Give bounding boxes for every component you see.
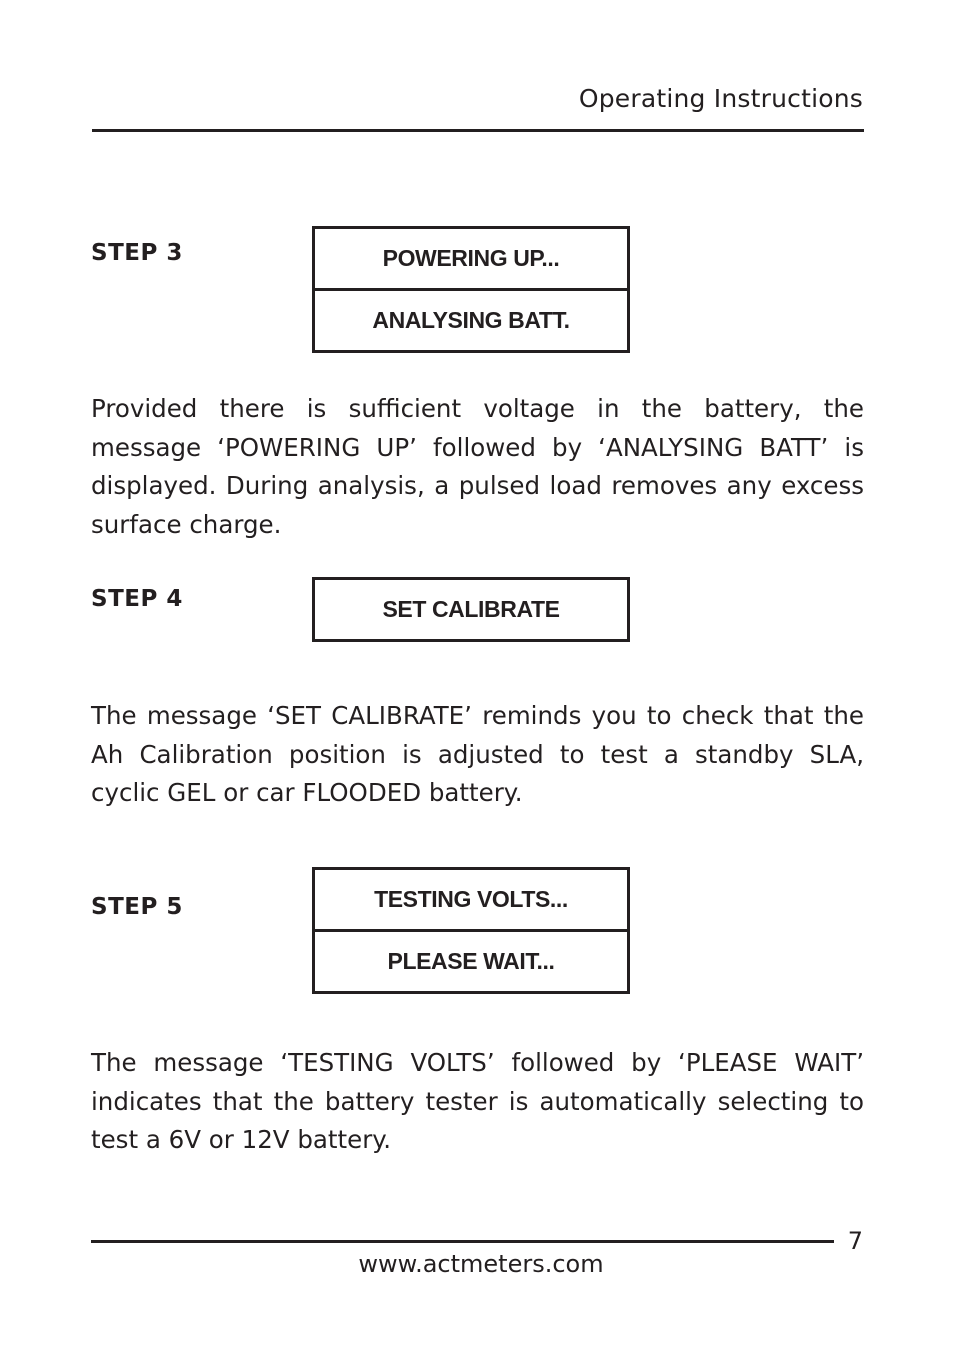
step-3-display xyxy=(312,226,630,353)
display-line-2: PLEASE WAIT... xyxy=(315,929,627,991)
display-line-1: SET CALIBRATE xyxy=(382,596,560,622)
step-4-display xyxy=(312,577,630,642)
step-4-description: The message ‘SET CALIBRATE’ reminds you to check that the Ah Calibration position is adjusted to test a standby SLA, cyclic GEL or car FLOODED battery. xyxy=(91,701,864,807)
step-5-display xyxy=(312,867,630,994)
header-title: Operating Instructions xyxy=(578,84,863,113)
header-rule xyxy=(92,129,864,132)
step-5-description: The message ‘TESTING VOLTS’ followed by ‘PLEASE WAIT’ indicates that the battery tester is automatically selecting to test a 6V or 12V battery. xyxy=(91,1048,864,1154)
display-line-2: ANALYSING BATT. xyxy=(315,288,627,350)
step-3-label: STEP 3 xyxy=(91,240,183,266)
display-line-1: TESTING VOLTS... xyxy=(374,886,568,912)
footer-rule xyxy=(91,1240,834,1243)
footer-url: www.actmeters.com xyxy=(358,1250,604,1278)
step-3-description: Provided there is sufficient voltage in the battery, the message ‘POWERING UP’ followed by ‘ANALYSING BATT’ is displayed. During analysis, a pulsed load removes any excess surface charge. xyxy=(91,394,864,539)
step-5-label: STEP 5 xyxy=(91,894,183,920)
page-number: 7 xyxy=(847,1227,863,1255)
display-line-1: POWERING UP... xyxy=(382,245,560,271)
step-4-label: STEP 4 xyxy=(91,586,183,612)
